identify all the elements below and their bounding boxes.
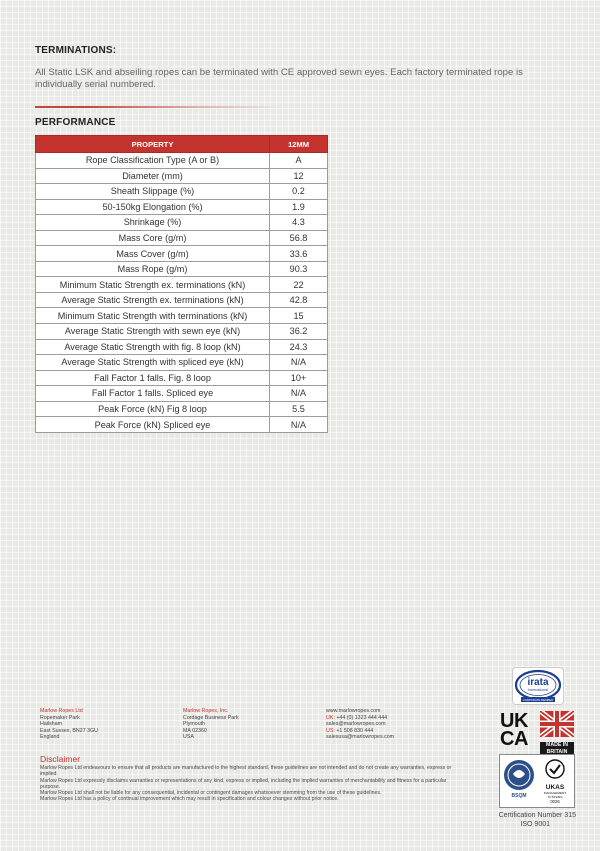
property-cell: Sheath Slippage (%): [36, 184, 270, 200]
uk-label: UK:: [326, 714, 335, 721]
performance-heading: PERFORMANCE: [35, 117, 116, 128]
bsqm-text: BSQM: [511, 793, 527, 799]
uk-address: [40, 708, 98, 741]
property-cell: Minimum Static Strength with terminations (kN): [36, 308, 270, 324]
table-header-row: [36, 136, 328, 153]
value-cell: 10+: [270, 370, 328, 386]
column-header-property: PROPERTY: [36, 136, 270, 153]
ukas-number: 0026: [550, 799, 560, 804]
seal-emblem-icon: [504, 760, 534, 790]
disclaimer-line: Marlow Ropes Ltd endeavours to ensure that all products are manufactured to the highest standard, these guidelines are not intended and do not create any warranties, express or implied.: [40, 765, 452, 778]
value-cell: A: [270, 153, 328, 169]
uk-phone: +44 (0) 1323 444 444: [336, 714, 388, 721]
table-row: [36, 277, 328, 293]
uk-email-link[interactable]: sales@marlowropes.com: [326, 721, 386, 728]
terminations-text: All Static LSK and abseiling ropes can be terminated with CE approved sewn eyes. Each factory terminated rope is individually serial numbered.: [35, 67, 523, 91]
table-row: [36, 246, 328, 262]
table-row: [36, 261, 328, 277]
value-cell: 12: [270, 168, 328, 184]
value-cell: 4.3: [270, 215, 328, 231]
ukca-mark: [500, 712, 536, 750]
made-in-britain-logo: [540, 711, 574, 755]
section-divider: [35, 106, 285, 108]
irata-logo-graphic: [513, 668, 563, 704]
table-row: [36, 168, 328, 184]
disclaimer-body: [40, 765, 460, 803]
irata-subtitle: International: [528, 688, 548, 692]
certification-number: Certification Number 315: [498, 812, 576, 819]
value-cell: 1.9: [270, 199, 328, 215]
us-company-name: Marlow Ropes, Inc.: [183, 708, 229, 714]
property-cell: Peak Force (kN) Fig 8 loop: [36, 401, 270, 417]
table-row: [36, 339, 328, 355]
property-cell: Fall Factor 1 falls. Spliced eye: [36, 386, 270, 402]
ukas-text: UKAS: [545, 784, 565, 791]
table-row: [36, 153, 328, 169]
disclaimer-title: Disclaimer: [40, 754, 81, 764]
property-cell: Fall Factor 1 falls. Fig. 8 loop: [36, 370, 270, 386]
table-row: [36, 386, 328, 402]
us-address-line: MA 02360: [183, 727, 207, 734]
uk-address-line: England: [40, 734, 60, 741]
accreditation-logos: [499, 754, 575, 808]
us-label: US:: [326, 727, 335, 734]
bsqm-seal-icon: [504, 760, 534, 790]
property-cell: Average Static Strength with sewn eye (kN): [36, 324, 270, 340]
table-row: [36, 230, 328, 246]
ukca-line-2: CA: [500, 728, 528, 750]
irata-logo: [512, 667, 564, 705]
value-cell: N/A: [270, 386, 328, 402]
performance-table-body: [36, 153, 328, 433]
value-cell: 42.8: [270, 292, 328, 308]
property-cell: Mass Cover (g/m): [36, 246, 270, 262]
ukas-crown-check-icon: [543, 759, 567, 779]
irata-member-text: CORPORATE MEMBER: [522, 697, 554, 702]
property-cell: Shrinkage (%): [36, 215, 270, 231]
value-cell: 56.8: [270, 230, 328, 246]
column-header-12mm: 12MM: [270, 136, 328, 153]
disclaimer-line: Marlow Ropes Ltd expressly disclaims warranties or representations of any kind, express or implied, including the implied warranties of merchantability and fitness for a particular purpose.: [40, 777, 447, 790]
table-row: [36, 370, 328, 386]
disclaimer-line: Marlow Ropes Ltd has a policy of continual improvement which may result in specification and colour changes without prior notice.: [40, 796, 339, 803]
value-cell: 15: [270, 308, 328, 324]
table-row: [36, 184, 328, 200]
us-phone: +1 508 830 444: [336, 727, 374, 734]
table-row: [36, 401, 328, 417]
irata-wordmark: irata: [527, 677, 549, 688]
ukca-line-1: UK: [500, 710, 528, 732]
uk-address-line: Hailsham: [40, 721, 63, 728]
value-cell: 0.2: [270, 184, 328, 200]
table-row: [36, 324, 328, 340]
value-cell: N/A: [270, 355, 328, 371]
us-address-line: Plymouth: [183, 721, 206, 728]
uk-company-name: Marlow Ropes Ltd: [40, 708, 83, 714]
property-cell: Average Static Strength with fig. 8 loop (kN): [36, 339, 270, 355]
table-row: [36, 417, 328, 433]
website-link[interactable]: www.marlowropes.com: [326, 708, 381, 714]
certification-standard: ISO 9001: [520, 821, 550, 828]
contact-details: [326, 708, 394, 741]
property-cell: Rope Classification Type (A or B): [36, 153, 270, 169]
terminations-heading: TERMINATIONS:: [35, 45, 117, 56]
value-cell: 36.2: [270, 324, 328, 340]
property-cell: Mass Core (g/m): [36, 230, 270, 246]
us-email-link[interactable]: salesusa@marlowropes.com: [326, 734, 395, 741]
value-cell: N/A: [270, 417, 328, 433]
value-cell: 33.6: [270, 246, 328, 262]
property-cell: Peak Force (kN) Spliced eye: [36, 417, 270, 433]
value-cell: 90.3: [270, 261, 328, 277]
us-address-line: USA: [183, 734, 194, 741]
ukas-subtitle: MANAGEMENT SYSTEMS: [543, 791, 567, 799]
property-cell: Minimum Static Strength ex. terminations (kN): [36, 277, 270, 293]
table-row: [36, 308, 328, 324]
uk-address-line: Ropemaker Park: [40, 714, 80, 721]
union-flag-icon: [540, 711, 574, 737]
uk-address-line: East Sussex, BN27 3GU: [40, 727, 98, 734]
table-row: [36, 292, 328, 308]
property-cell: Mass Rope (g/m): [36, 261, 270, 277]
table-row: [36, 215, 328, 231]
table-row: [36, 355, 328, 371]
property-cell: 50-150kg Elongation (%): [36, 199, 270, 215]
performance-table: [35, 135, 328, 433]
made-in-britain-text: MADE IN BRITAIN: [540, 742, 574, 755]
table-row: [36, 199, 328, 215]
property-cell: Diameter (mm): [36, 168, 270, 184]
value-cell: 24.3: [270, 339, 328, 355]
us-address: [183, 708, 239, 741]
ukas-logo: [540, 759, 570, 804]
disclaimer-line: Marlow Ropes Ltd shall not be liable for any consequential, incidental or contingent damages whatsoever stemming from the use of these guidelines.: [40, 790, 382, 797]
certification-info: [470, 812, 576, 828]
us-address-line: Cordage Business Park: [183, 714, 239, 721]
property-cell: Average Static Strength with spliced eye (kN): [36, 355, 270, 371]
value-cell: 22: [270, 277, 328, 293]
value-cell: 5.5: [270, 401, 328, 417]
property-cell: Average Static Strength ex. terminations (kN): [36, 292, 270, 308]
